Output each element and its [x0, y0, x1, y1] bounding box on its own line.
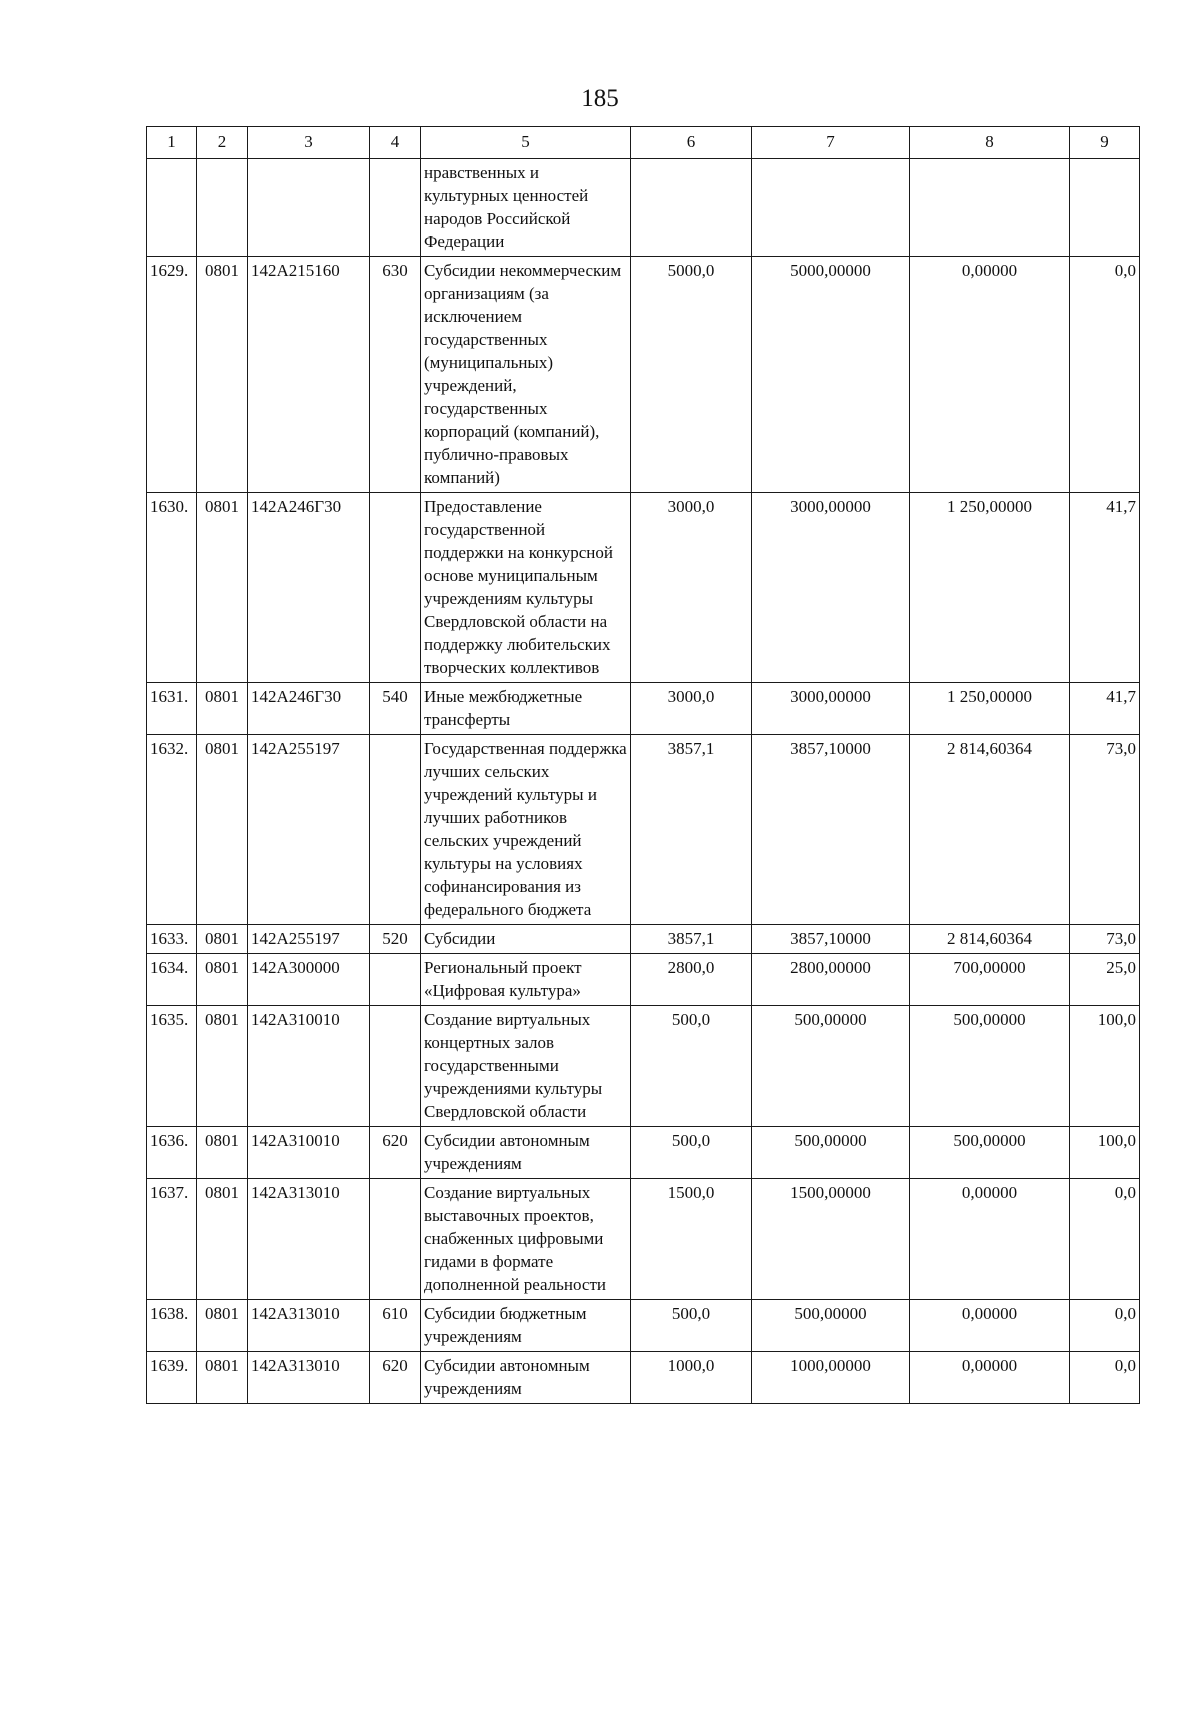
row-number-cell: 1635. [147, 1006, 197, 1127]
row-number-cell: 1637. [147, 1179, 197, 1300]
section-code-cell: 0801 [197, 1179, 248, 1300]
table-row [147, 1006, 1140, 1127]
planned-amount-cell: 500,0 [631, 1006, 752, 1127]
expense-type-cell: 540 [370, 683, 421, 735]
expense-type-cell [370, 159, 421, 257]
table-row [147, 493, 1140, 683]
percent-executed-cell [1070, 159, 1140, 257]
executed-amount-cell: 500,00000 [910, 1006, 1070, 1127]
executed-amount-cell: 1 250,00000 [910, 493, 1070, 683]
percent-executed-cell: 0,0 [1070, 1300, 1140, 1352]
table-row [147, 1127, 1140, 1179]
page-number: 185 [581, 85, 619, 112]
column-header: 7 [752, 127, 910, 159]
section-code-cell: 0801 [197, 954, 248, 1006]
target-code-cell [248, 159, 370, 257]
section-code-cell: 0801 [197, 257, 248, 493]
column-header: 6 [631, 127, 752, 159]
item-name-cell: Субсидии некоммерческим организациям (за исключением государственных (муниципальных) учреждений, государственных корпораций (компаний), публично-правовых компаний) [421, 257, 631, 493]
section-code-cell: 0801 [197, 925, 248, 954]
budget-table [146, 126, 1140, 1404]
section-code-cell: 0801 [197, 493, 248, 683]
percent-executed-cell: 100,0 [1070, 1006, 1140, 1127]
planned-amount-cell: 500,0 [631, 1127, 752, 1179]
section-code-cell: 0801 [197, 735, 248, 925]
budget-amount-cell: 3857,10000 [752, 925, 910, 954]
item-name-cell: Субсидии автономным учреждениям [421, 1352, 631, 1404]
percent-executed-cell: 73,0 [1070, 925, 1140, 954]
item-name-cell: Создание виртуальных концертных залов государственными учреждениями культуры Свердловской области [421, 1006, 631, 1127]
planned-amount-cell: 1000,0 [631, 1352, 752, 1404]
expense-type-cell: 610 [370, 1300, 421, 1352]
budget-amount-cell: 3000,00000 [752, 683, 910, 735]
column-header: 2 [197, 127, 248, 159]
target-code-cell: 142A313010 [248, 1300, 370, 1352]
percent-executed-cell: 0,0 [1070, 257, 1140, 493]
percent-executed-cell: 41,7 [1070, 493, 1140, 683]
item-name-cell: Государственная поддержка лучших сельских учреждений культуры и лучших работников сельских учреждений культуры на условиях софинансирования из федерального бюджета [421, 735, 631, 925]
percent-executed-cell: 25,0 [1070, 954, 1140, 1006]
target-code-cell: 142A310010 [248, 1006, 370, 1127]
item-name-cell: Субсидии бюджетным учреждениям [421, 1300, 631, 1352]
executed-amount-cell: 0,00000 [910, 1179, 1070, 1300]
expense-type-cell [370, 735, 421, 925]
planned-amount-cell: 500,0 [631, 1300, 752, 1352]
item-name-cell: Субсидии автономным учреждениям [421, 1127, 631, 1179]
target-code-cell: 142A255197 [248, 925, 370, 954]
table-row [147, 954, 1140, 1006]
item-name-cell: Региональный проект «Цифровая культура» [421, 954, 631, 1006]
section-code-cell: 0801 [197, 1352, 248, 1404]
budget-amount-cell: 3000,00000 [752, 493, 910, 683]
row-number-cell: 1639. [147, 1352, 197, 1404]
table-row [147, 1300, 1140, 1352]
row-number-cell: 1633. [147, 925, 197, 954]
table-row [147, 735, 1140, 925]
percent-executed-cell: 0,0 [1070, 1179, 1140, 1300]
column-header: 3 [248, 127, 370, 159]
expense-type-cell: 630 [370, 257, 421, 493]
section-code-cell: 0801 [197, 683, 248, 735]
table-row [147, 159, 1140, 257]
budget-amount-cell: 1000,00000 [752, 1352, 910, 1404]
budget-amount-cell: 2800,00000 [752, 954, 910, 1006]
executed-amount-cell: 0,00000 [910, 257, 1070, 493]
row-number-cell: 1634. [147, 954, 197, 1006]
row-number-cell [147, 159, 197, 257]
column-header: 4 [370, 127, 421, 159]
target-code-cell: 142A246Г30 [248, 493, 370, 683]
expense-type-cell: 620 [370, 1352, 421, 1404]
executed-amount-cell: 0,00000 [910, 1352, 1070, 1404]
budget-amount-cell: 500,00000 [752, 1006, 910, 1127]
item-name-cell: нравственных и культурных ценностей народов Российской Федерации [421, 159, 631, 257]
row-number-cell: 1630. [147, 493, 197, 683]
column-header: 8 [910, 127, 1070, 159]
planned-amount-cell: 5000,0 [631, 257, 752, 493]
budget-amount-cell: 500,00000 [752, 1127, 910, 1179]
target-code-cell: 142A310010 [248, 1127, 370, 1179]
budget-amount-cell: 1500,00000 [752, 1179, 910, 1300]
section-code-cell: 0801 [197, 1006, 248, 1127]
planned-amount-cell: 3857,1 [631, 925, 752, 954]
table-row [147, 1352, 1140, 1404]
budget-amount-cell: 500,00000 [752, 1300, 910, 1352]
target-code-cell: 142A255197 [248, 735, 370, 925]
percent-executed-cell: 41,7 [1070, 683, 1140, 735]
expense-type-cell [370, 954, 421, 1006]
table-row [147, 257, 1140, 493]
executed-amount-cell: 1 250,00000 [910, 683, 1070, 735]
planned-amount-cell [631, 159, 752, 257]
expense-type-cell [370, 493, 421, 683]
table-row [147, 683, 1140, 735]
table-row [147, 925, 1140, 954]
item-name-cell: Предоставление государственной поддержки на конкурсной основе муниципальным учреждениям культуры Свердловской области на поддержку любительских творческих коллективов [421, 493, 631, 683]
percent-executed-cell: 100,0 [1070, 1127, 1140, 1179]
percent-executed-cell: 73,0 [1070, 735, 1140, 925]
column-header: 1 [147, 127, 197, 159]
table-body [147, 159, 1140, 1404]
planned-amount-cell: 3000,0 [631, 683, 752, 735]
target-code-cell: 142A246Г30 [248, 683, 370, 735]
expense-type-cell: 620 [370, 1127, 421, 1179]
row-number-cell: 1631. [147, 683, 197, 735]
planned-amount-cell: 2800,0 [631, 954, 752, 1006]
expense-type-cell: 520 [370, 925, 421, 954]
target-code-cell: 142A300000 [248, 954, 370, 1006]
percent-executed-cell: 0,0 [1070, 1352, 1140, 1404]
executed-amount-cell: 2 814,60364 [910, 735, 1070, 925]
expense-type-cell [370, 1179, 421, 1300]
item-name-cell: Субсидии [421, 925, 631, 954]
planned-amount-cell: 3000,0 [631, 493, 752, 683]
budget-amount-cell: 5000,00000 [752, 257, 910, 493]
column-header: 9 [1070, 127, 1140, 159]
expense-type-cell [370, 1006, 421, 1127]
section-code-cell: 0801 [197, 1127, 248, 1179]
budget-amount-cell [752, 159, 910, 257]
table-row [147, 1179, 1140, 1300]
row-number-cell: 1638. [147, 1300, 197, 1352]
executed-amount-cell: 0,00000 [910, 1300, 1070, 1352]
section-code-cell [197, 159, 248, 257]
row-number-cell: 1629. [147, 257, 197, 493]
target-code-cell: 142A313010 [248, 1179, 370, 1300]
column-header: 5 [421, 127, 631, 159]
item-name-cell: Создание виртуальных выставочных проектов, снабженных цифровыми гидами в формате дополненной реальности [421, 1179, 631, 1300]
row-number-cell: 1636. [147, 1127, 197, 1179]
planned-amount-cell: 1500,0 [631, 1179, 752, 1300]
item-name-cell: Иные межбюджетные трансферты [421, 683, 631, 735]
executed-amount-cell: 500,00000 [910, 1127, 1070, 1179]
executed-amount-cell [910, 159, 1070, 257]
executed-amount-cell: 2 814,60364 [910, 925, 1070, 954]
budget-amount-cell: 3857,10000 [752, 735, 910, 925]
executed-amount-cell: 700,00000 [910, 954, 1070, 1006]
header-row [147, 127, 1140, 159]
target-code-cell: 142A215160 [248, 257, 370, 493]
row-number-cell: 1632. [147, 735, 197, 925]
section-code-cell: 0801 [197, 1300, 248, 1352]
target-code-cell: 142A313010 [248, 1352, 370, 1404]
planned-amount-cell: 3857,1 [631, 735, 752, 925]
